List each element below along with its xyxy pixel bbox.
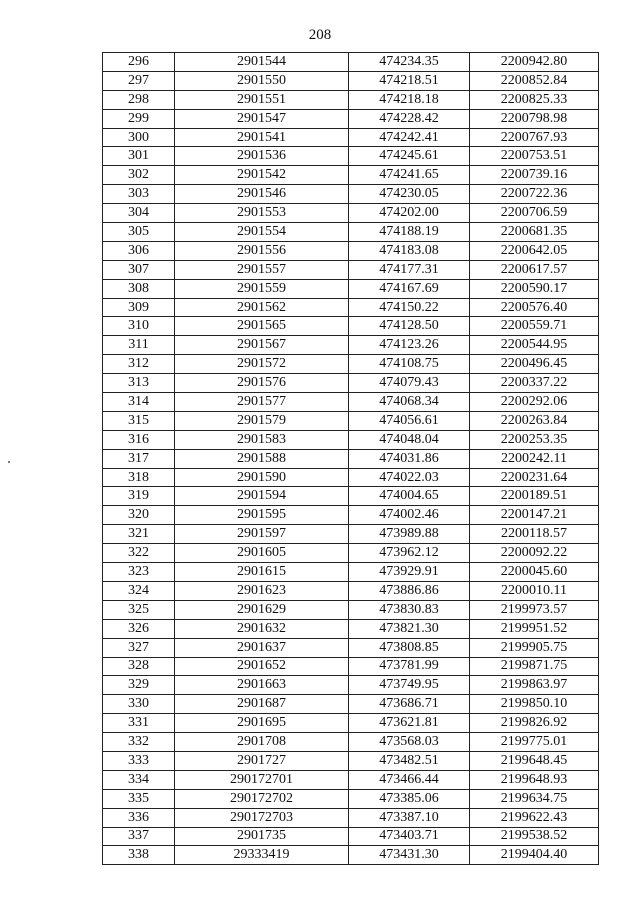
point-number-cell: 322 — [103, 544, 175, 563]
point-id-cell: 2901546 — [175, 185, 349, 204]
point-number-cell: 317 — [103, 449, 175, 468]
y-coordinate-cell: 2199775.01 — [470, 733, 599, 752]
x-coordinate-cell: 474242.41 — [349, 128, 470, 147]
table-row — [103, 695, 599, 714]
x-coordinate-cell: 474068.34 — [349, 393, 470, 412]
y-coordinate-cell: 2199973.57 — [470, 600, 599, 619]
point-number-cell: 315 — [103, 411, 175, 430]
point-id-cell: 2901547 — [175, 109, 349, 128]
x-coordinate-cell: 474002.46 — [349, 506, 470, 525]
table-row — [103, 544, 599, 563]
point-number-cell: 335 — [103, 789, 175, 808]
x-coordinate-cell: 474031.86 — [349, 449, 470, 468]
y-coordinate-cell: 2200942.80 — [470, 53, 599, 72]
table-row — [103, 128, 599, 147]
x-coordinate-cell: 473781.99 — [349, 657, 470, 676]
y-coordinate-cell: 2200292.06 — [470, 393, 599, 412]
point-id-cell: 2901637 — [175, 638, 349, 657]
point-id-cell: 2901652 — [175, 657, 349, 676]
y-coordinate-cell: 2200852.84 — [470, 71, 599, 90]
point-id-cell: 2901588 — [175, 449, 349, 468]
point-number-cell: 331 — [103, 714, 175, 733]
table-row — [103, 223, 599, 242]
point-number-cell: 329 — [103, 676, 175, 695]
x-coordinate-cell: 474177.31 — [349, 260, 470, 279]
point-id-cell: 2901605 — [175, 544, 349, 563]
y-coordinate-cell: 2200825.33 — [470, 90, 599, 109]
table-row — [103, 90, 599, 109]
point-number-cell: 297 — [103, 71, 175, 90]
point-number-cell: 301 — [103, 147, 175, 166]
point-number-cell: 309 — [103, 298, 175, 317]
point-number-cell: 336 — [103, 808, 175, 827]
x-coordinate-cell: 473749.95 — [349, 676, 470, 695]
table-row — [103, 506, 599, 525]
point-number-cell: 313 — [103, 374, 175, 393]
x-coordinate-cell: 474228.42 — [349, 109, 470, 128]
x-coordinate-cell: 473830.83 — [349, 600, 470, 619]
point-number-cell: 328 — [103, 657, 175, 676]
x-coordinate-cell: 474202.00 — [349, 204, 470, 223]
point-id-cell: 2901663 — [175, 676, 349, 695]
point-id-cell: 2901594 — [175, 487, 349, 506]
table-row — [103, 468, 599, 487]
x-coordinate-cell: 474245.61 — [349, 147, 470, 166]
y-coordinate-cell: 2200147.21 — [470, 506, 599, 525]
point-number-cell: 304 — [103, 204, 175, 223]
point-id-cell: 2901553 — [175, 204, 349, 223]
point-id-cell: 2901708 — [175, 733, 349, 752]
x-coordinate-cell: 473431.30 — [349, 846, 470, 865]
point-id-cell: 2901536 — [175, 147, 349, 166]
table-row — [103, 600, 599, 619]
point-id-cell: 290172703 — [175, 808, 349, 827]
y-coordinate-cell: 2200706.59 — [470, 204, 599, 223]
y-coordinate-cell: 2199622.43 — [470, 808, 599, 827]
y-coordinate-cell: 2200337.22 — [470, 374, 599, 393]
x-coordinate-cell: 473482.51 — [349, 751, 470, 770]
point-number-cell: 332 — [103, 733, 175, 752]
y-coordinate-cell: 2200798.98 — [470, 109, 599, 128]
point-id-cell: 2901550 — [175, 71, 349, 90]
y-coordinate-cell: 2199404.40 — [470, 846, 599, 865]
y-coordinate-cell: 2199538.52 — [470, 827, 599, 846]
table-row — [103, 393, 599, 412]
x-coordinate-cell: 474230.05 — [349, 185, 470, 204]
x-coordinate-cell: 474108.75 — [349, 355, 470, 374]
table-row — [103, 411, 599, 430]
x-coordinate-cell: 474056.61 — [349, 411, 470, 430]
y-coordinate-cell: 2200617.57 — [470, 260, 599, 279]
x-coordinate-cell: 474022.03 — [349, 468, 470, 487]
point-id-cell: 2901557 — [175, 260, 349, 279]
coordinates-table — [102, 52, 599, 865]
point-number-cell: 306 — [103, 241, 175, 260]
y-coordinate-cell: 2200118.57 — [470, 525, 599, 544]
x-coordinate-cell: 473568.03 — [349, 733, 470, 752]
table-row — [103, 53, 599, 72]
y-coordinate-cell: 2200496.45 — [470, 355, 599, 374]
y-coordinate-cell: 2199648.93 — [470, 770, 599, 789]
point-id-cell: 2901567 — [175, 336, 349, 355]
point-id-cell: 2901576 — [175, 374, 349, 393]
table-row — [103, 204, 599, 223]
table-row — [103, 241, 599, 260]
y-coordinate-cell: 2200231.64 — [470, 468, 599, 487]
point-id-cell: 2901632 — [175, 619, 349, 638]
y-coordinate-cell: 2199871.75 — [470, 657, 599, 676]
table-row — [103, 430, 599, 449]
point-number-cell: 310 — [103, 317, 175, 336]
table-row — [103, 166, 599, 185]
y-coordinate-cell: 2200045.60 — [470, 563, 599, 582]
point-id-cell: 290172702 — [175, 789, 349, 808]
x-coordinate-cell: 473962.12 — [349, 544, 470, 563]
y-coordinate-cell: 2199863.97 — [470, 676, 599, 695]
point-number-cell: 300 — [103, 128, 175, 147]
point-id-cell: 2901572 — [175, 355, 349, 374]
y-coordinate-cell: 2200253.35 — [470, 430, 599, 449]
table-row — [103, 525, 599, 544]
point-number-cell: 311 — [103, 336, 175, 355]
table-row — [103, 279, 599, 298]
y-coordinate-cell: 2200722.36 — [470, 185, 599, 204]
point-id-cell: 2901583 — [175, 430, 349, 449]
point-number-cell: 303 — [103, 185, 175, 204]
x-coordinate-cell: 474218.51 — [349, 71, 470, 90]
point-number-cell: 324 — [103, 581, 175, 600]
point-id-cell: 2901615 — [175, 563, 349, 582]
point-id-cell: 2901544 — [175, 53, 349, 72]
point-number-cell: 320 — [103, 506, 175, 525]
point-number-cell: 308 — [103, 279, 175, 298]
table-row — [103, 260, 599, 279]
point-number-cell: 326 — [103, 619, 175, 638]
point-number-cell: 318 — [103, 468, 175, 487]
point-id-cell: 2901579 — [175, 411, 349, 430]
x-coordinate-cell: 473989.88 — [349, 525, 470, 544]
point-number-cell: 314 — [103, 393, 175, 412]
table-row — [103, 71, 599, 90]
point-number-cell: 298 — [103, 90, 175, 109]
point-id-cell: 2901629 — [175, 600, 349, 619]
table-row — [103, 638, 599, 657]
point-number-cell: 321 — [103, 525, 175, 544]
point-number-cell: 337 — [103, 827, 175, 846]
point-id-cell: 2901577 — [175, 393, 349, 412]
table-row — [103, 487, 599, 506]
table-row — [103, 770, 599, 789]
point-number-cell: 327 — [103, 638, 175, 657]
table-row — [103, 657, 599, 676]
point-id-cell: 2901559 — [175, 279, 349, 298]
point-number-cell: 325 — [103, 600, 175, 619]
y-coordinate-cell: 2200189.51 — [470, 487, 599, 506]
x-coordinate-cell: 473387.10 — [349, 808, 470, 827]
point-number-cell: 316 — [103, 430, 175, 449]
coordinates-table-body — [103, 53, 599, 865]
table-row — [103, 751, 599, 770]
point-id-cell: 2901551 — [175, 90, 349, 109]
point-id-cell: 2901597 — [175, 525, 349, 544]
x-coordinate-cell: 474128.50 — [349, 317, 470, 336]
table-row — [103, 185, 599, 204]
y-coordinate-cell: 2200559.71 — [470, 317, 599, 336]
x-coordinate-cell: 473886.86 — [349, 581, 470, 600]
y-coordinate-cell: 2200576.40 — [470, 298, 599, 317]
point-id-cell: 2901542 — [175, 166, 349, 185]
y-coordinate-cell: 2200753.51 — [470, 147, 599, 166]
table-row — [103, 676, 599, 695]
x-coordinate-cell: 473808.85 — [349, 638, 470, 657]
x-coordinate-cell: 474234.35 — [349, 53, 470, 72]
x-coordinate-cell: 474241.65 — [349, 166, 470, 185]
point-id-cell: 2901727 — [175, 751, 349, 770]
y-coordinate-cell: 2199905.75 — [470, 638, 599, 657]
x-coordinate-cell: 474150.22 — [349, 298, 470, 317]
y-coordinate-cell: 2200544.95 — [470, 336, 599, 355]
y-coordinate-cell: 2200242.11 — [470, 449, 599, 468]
point-id-cell: 2901687 — [175, 695, 349, 714]
x-coordinate-cell: 473821.30 — [349, 619, 470, 638]
point-id-cell: 2901556 — [175, 241, 349, 260]
point-id-cell: 2901695 — [175, 714, 349, 733]
point-id-cell: 2901590 — [175, 468, 349, 487]
point-number-cell: 338 — [103, 846, 175, 865]
table-row — [103, 336, 599, 355]
y-coordinate-cell: 2200739.16 — [470, 166, 599, 185]
x-coordinate-cell: 474079.43 — [349, 374, 470, 393]
y-coordinate-cell: 2200092.22 — [470, 544, 599, 563]
y-coordinate-cell: 2200590.17 — [470, 279, 599, 298]
point-id-cell: 2901554 — [175, 223, 349, 242]
table-row — [103, 846, 599, 865]
point-id-cell: 29333419 — [175, 846, 349, 865]
table-row — [103, 109, 599, 128]
x-coordinate-cell: 474183.08 — [349, 241, 470, 260]
point-number-cell: 299 — [103, 109, 175, 128]
point-id-cell: 2901565 — [175, 317, 349, 336]
table-row — [103, 619, 599, 638]
x-coordinate-cell: 473403.71 — [349, 827, 470, 846]
x-coordinate-cell: 474048.04 — [349, 430, 470, 449]
y-coordinate-cell: 2199951.52 — [470, 619, 599, 638]
x-coordinate-cell: 473929.91 — [349, 563, 470, 582]
y-coordinate-cell: 2199826.92 — [470, 714, 599, 733]
x-coordinate-cell: 473385.06 — [349, 789, 470, 808]
table-row — [103, 374, 599, 393]
point-id-cell: 2901562 — [175, 298, 349, 317]
table-row — [103, 827, 599, 846]
point-number-cell: 307 — [103, 260, 175, 279]
x-coordinate-cell: 474188.19 — [349, 223, 470, 242]
table-row — [103, 449, 599, 468]
point-id-cell: 290172701 — [175, 770, 349, 789]
x-coordinate-cell: 473621.81 — [349, 714, 470, 733]
table-row — [103, 733, 599, 752]
table-row — [103, 714, 599, 733]
table-row — [103, 355, 599, 374]
x-coordinate-cell: 474123.26 — [349, 336, 470, 355]
table-row — [103, 581, 599, 600]
table-row — [103, 298, 599, 317]
point-number-cell: 296 — [103, 53, 175, 72]
point-id-cell: 2901595 — [175, 506, 349, 525]
page-number: 208 — [308, 27, 332, 43]
x-coordinate-cell: 474167.69 — [349, 279, 470, 298]
table-row — [103, 808, 599, 827]
y-coordinate-cell: 2200767.93 — [470, 128, 599, 147]
y-coordinate-cell: 2200642.05 — [470, 241, 599, 260]
y-coordinate-cell: 2200263.84 — [470, 411, 599, 430]
point-id-cell: 2901623 — [175, 581, 349, 600]
point-number-cell: 302 — [103, 166, 175, 185]
table-row — [103, 317, 599, 336]
point-number-cell: 312 — [103, 355, 175, 374]
point-number-cell: 334 — [103, 770, 175, 789]
x-coordinate-cell: 474218.18 — [349, 90, 470, 109]
x-coordinate-cell: 473686.71 — [349, 695, 470, 714]
point-number-cell: 319 — [103, 487, 175, 506]
point-id-cell: 2901735 — [175, 827, 349, 846]
table-row — [103, 563, 599, 582]
x-coordinate-cell: 473466.44 — [349, 770, 470, 789]
table-row — [103, 789, 599, 808]
x-coordinate-cell: 474004.65 — [349, 487, 470, 506]
point-number-cell: 323 — [103, 563, 175, 582]
point-number-cell: 333 — [103, 751, 175, 770]
point-id-cell: 2901541 — [175, 128, 349, 147]
y-coordinate-cell: 2199648.45 — [470, 751, 599, 770]
y-coordinate-cell: 2200681.35 — [470, 223, 599, 242]
y-coordinate-cell: 2199634.75 — [470, 789, 599, 808]
point-number-cell: 330 — [103, 695, 175, 714]
y-coordinate-cell: 2200010.11 — [470, 581, 599, 600]
point-number-cell: 305 — [103, 223, 175, 242]
y-coordinate-cell: 2199850.10 — [470, 695, 599, 714]
table-row — [103, 147, 599, 166]
scan-speck — [8, 461, 10, 463]
